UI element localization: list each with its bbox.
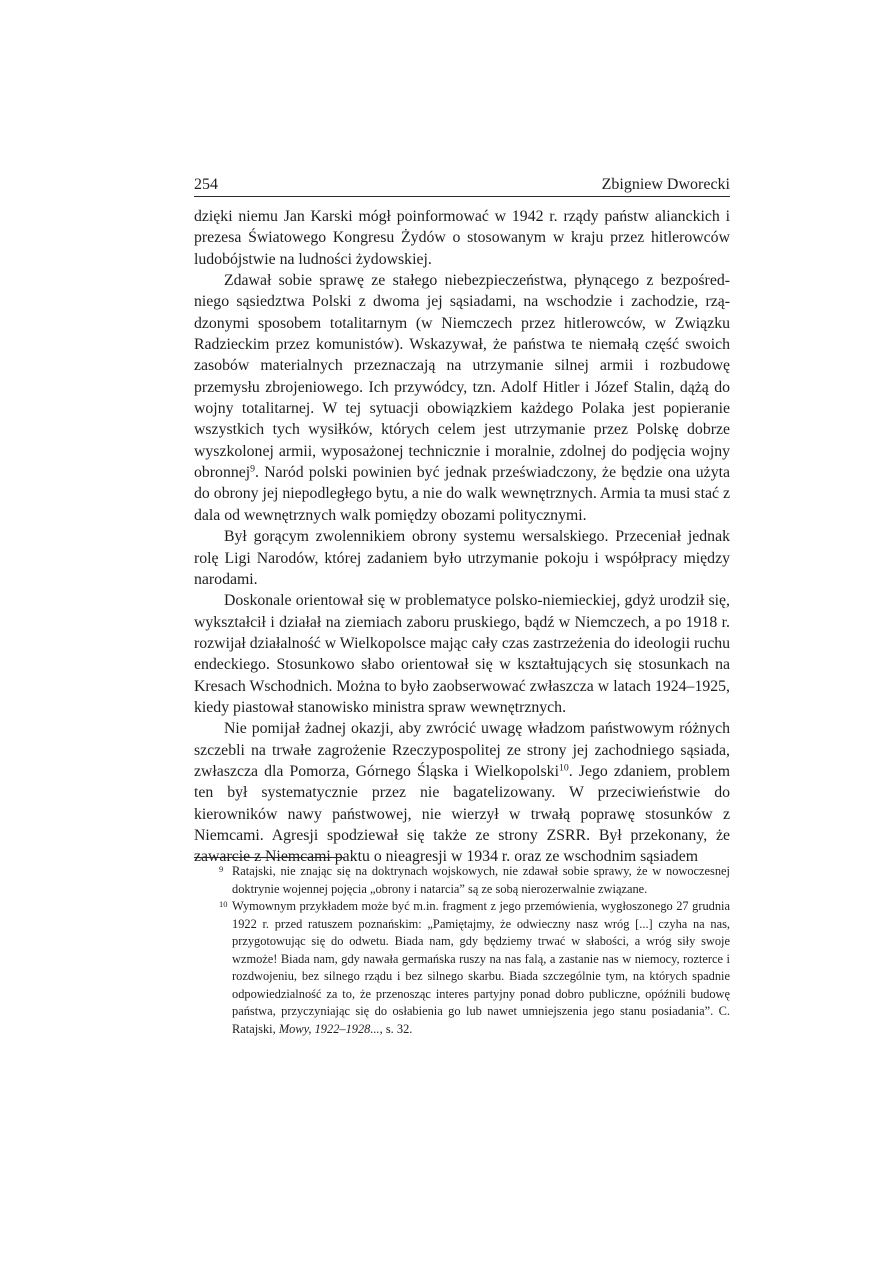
footnote-divider <box>194 857 344 858</box>
running-head-author: Zbigniew Dworecki <box>601 176 730 193</box>
footnote-number: 9 <box>219 864 224 874</box>
footnote-ref-10[interactable]: 10 <box>558 762 569 774</box>
footnote-text: Ratajski, nie znając się na doktrynach wojskowych, nie zdawał sobie sprawy, że w nowoczesnej doktrynie wojennej pojęcia „obrony i natarcia” są ze sobą nierozerwalnie związane. <box>232 864 730 896</box>
footnote-10 <box>194 898 730 1038</box>
book-page <box>194 174 730 1036</box>
footnote-9 <box>194 863 730 898</box>
paragraph-4: Doskonale orientował się w problematyce polsko-niemieckiej, gdyż urodził się, wykształcił i działał na ziemiach zaboru pruskiego, bądź w Niemczech, a po 1918 r. rozwijał działalność w Wielkopolsce mając cały czas zastrzeżenia do ideologii ruchu endeckiego. Stosunkowo słabo orientował się w kształtujących się stosunkach na Kresach Wschodnich. Można to było zaobserwować zwłaszcza w latach 1924–1925, kiedy piastował stanowisko ministra spraw wewnętrznych. <box>194 592 730 716</box>
footnote-page-ref: , s. 32. <box>379 1021 413 1036</box>
paragraph-1: dzięki niemu Jan Karski mógł poinformować w 1942 r. rządy państw alianckich i prezesa Światowego Kongresu Żydów o stosowanym w kraju przez hitlerowców ludobójstwie na ludności żydowskiej. <box>194 208 730 268</box>
main-text <box>194 206 730 868</box>
paragraph-3: Był gorącym zwolennikiem obrony systemu wersalskiego. Przeceniał jednak rolę Ligi Narodów, której zadaniem było utrzymanie pokoju i współpracy między narodami. <box>194 528 730 588</box>
footnote-number: 10 <box>219 899 228 909</box>
paragraph-2: Zdawał sobie sprawę ze stałego niebezpieczeństwa, płynącego z bezpośredniego sąsiedztwa Polski z dwoma jej sąsiadami, na wschodzie i zachodzie, rządzonymi sposobem totalitarnym (w Niemczech przez hitlerowców, w Związku Radzieckim przez komunistów). Wskazywał, że państwa te niemałą część swoich zasobów materialnych przeznaczają na utrzymanie silnej armii i rozbudowę przemysłu zbrojeniowego. Ich przywódcy, tzn. Adolf Hitler i Józef Stalin, dążą do wojny totalitarnej. W tej sytuacji obowiązkiem każdego Polaka jest popieranie wszystkich tych wysiłków, których celem jest utrzymanie przez Polskę dobrze wyszkolonej armii, wyposażonej technicznie i moralnie, zdolnej do podjęcia wojny obronnej$^9$. Naród polski powinien być jednak przeświadczony, że będzie ona użyta do obrony jej niepodległego bytu, a nie do walk wewnętrznych. Armia ta musi stać z dala od wewnętrznych walk pomiędzy obozami politycznymi. <box>194 272 730 524</box>
footnotes <box>194 863 730 1038</box>
footnote-ref-9[interactable]: 9 <box>250 463 256 475</box>
cited-work-title: Mowy, 1922–1928... <box>278 1021 380 1036</box>
header-divider <box>194 196 730 197</box>
running-header <box>194 174 730 196</box>
page-number: 254 <box>194 176 218 193</box>
paragraph-5: Nie pomijał żadnej okazji, aby zwrócić uwagę władzom państwowym różnych szczebli na trwałe zagrożenie Rzeczypospolitej ze strony jej zachodniego sąsiada, zwłaszcza dla Pomorza, Górnego Śląska i Wielkopolski$^{10}$. Jego zdaniem, problem ten był systematycznie przez nie bagatelizowany. W przeciwieństwie do kierowników nawy państwowej, nie wierzył w trwałą poprawę stosunków z Niemcami. Agresji spodziewał się także ze strony ZSRR. Był przekonany, że zawarcie z Niemcami paktu o nieagresji w 1934 r. oraz ze wschodnim sąsiadem <box>194 720 730 866</box>
footnote-text: Wymownym przykładem może być m.in. fragment z jego przemówienia, wygłoszonego 27 grudnia 1922 r. przed ratuszem poznańskim: „Pamiętajmy, że odwieczny nasz wróg [...] czyha na nas, przygotowując się do odwetu. Biada nam, gdy będziemy trwać w słabości, a wróg siły swoje wzmoże! Biada nam, gdy nawała germańska ruszy na nas falą, a zastanie nas w niemocy, rozterce i rozdwojeniu, bez silnego rządu i bez silnego skarbu. Biada szczególnie tym, na których spadnie odpowiedzialność za to, że przenosząc interes partyjny ponad dobro publiczne, opóźnili budowę państwa, przyczyniając się do osłabienia go lub nawet umniejszenia jego stanu posiadania”. C. Ratajski, <box>232 899 730 1036</box>
